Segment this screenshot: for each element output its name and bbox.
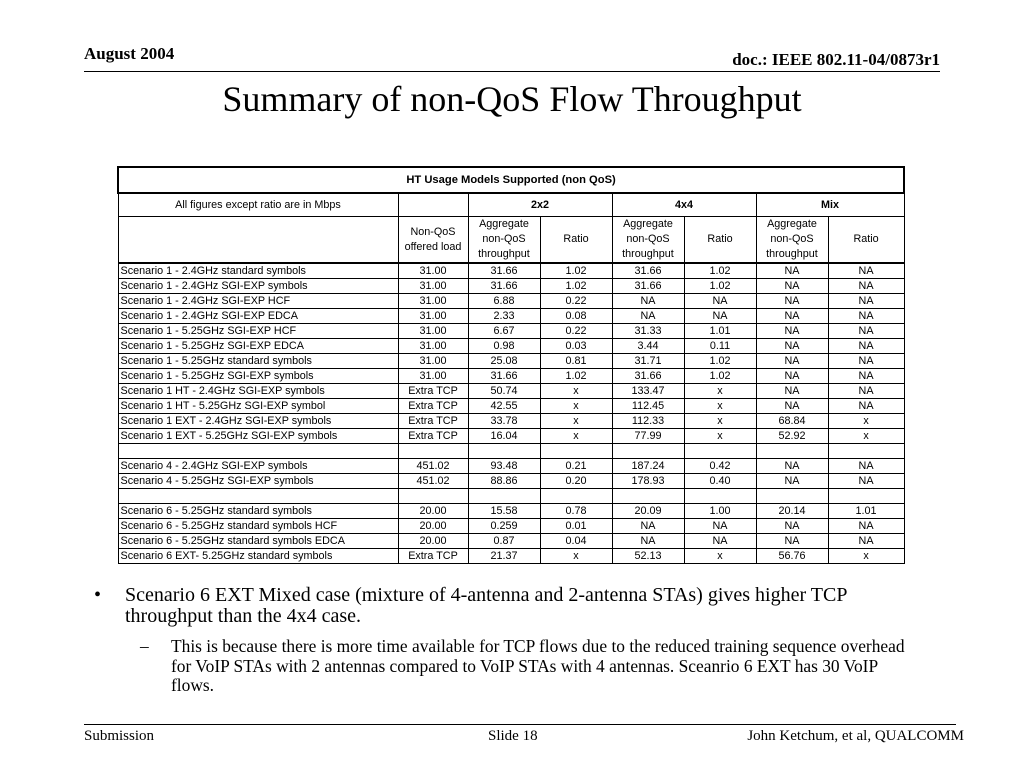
cell-ratio-2x2: 0.01 [540,519,612,534]
cell-offered-load: Extra TCP [398,549,468,564]
table-row [118,263,904,279]
subheader-ratio-4x4: Ratio [684,217,756,264]
table-row [118,294,904,309]
cell-ratio-4x4: NA [684,519,756,534]
group-header-mix: Mix [756,193,904,217]
cell-offered-load: 451.02 [398,474,468,489]
cell-ratio-4x4: x [684,429,756,444]
cell-ratio-4x4: 1.00 [684,504,756,519]
cell-ratio-2x2: 0.22 [540,324,612,339]
cell-scenario: Scenario 1 - 2.4GHz SGI-EXP EDCA [118,309,398,324]
cell-ratio-mix: x [828,549,904,564]
cell-scenario: Scenario 1 - 5.25GHz SGI-EXP HCF [118,324,398,339]
cell-ratio-4x4: 1.02 [684,354,756,369]
table-row [118,519,904,534]
cell-ratio-2x2: x [540,414,612,429]
cell-agg-4x4: 52.13 [612,549,684,564]
cell-offered-load: Extra TCP [398,399,468,414]
table-row [118,489,904,504]
cell-scenario [118,444,398,459]
cell-ratio-4x4: 1.01 [684,324,756,339]
cell-agg-2x2: 21.37 [468,549,540,564]
cell-scenario: Scenario 1 - 2.4GHz standard symbols [118,263,398,279]
cell-offered-load: 31.00 [398,369,468,384]
cell-ratio-4x4 [684,489,756,504]
cell-offered-load: 31.00 [398,309,468,324]
cell-offered-load: 31.00 [398,354,468,369]
cell-agg-2x2: 16.04 [468,429,540,444]
cell-ratio-mix: NA [828,519,904,534]
cell-ratio-2x2: 1.02 [540,263,612,279]
cell-agg-2x2: 88.86 [468,474,540,489]
cell-offered-load: 31.00 [398,263,468,279]
cell-agg-mix: 20.14 [756,504,828,519]
cell-offered-load: 31.00 [398,279,468,294]
cell-agg-4x4 [612,489,684,504]
footer-author: John Ketchum, et al, QUALCOMM [747,728,964,744]
cell-ratio-2x2: 1.02 [540,369,612,384]
cell-agg-4x4: NA [612,519,684,534]
table-row [118,459,904,474]
cell-agg-4x4: 3.44 [612,339,684,354]
cell-offered-load: 31.00 [398,339,468,354]
cell-agg-4x4: 31.33 [612,324,684,339]
cell-ratio-4x4 [684,444,756,459]
cell-ratio-mix: NA [828,339,904,354]
table-row [118,384,904,399]
cell-ratio-2x2: 0.81 [540,354,612,369]
table-row [118,354,904,369]
cell-agg-4x4: 133.47 [612,384,684,399]
cell-ratio-2x2: 0.21 [540,459,612,474]
cell-ratio-2x2: 0.78 [540,504,612,519]
cell-scenario: Scenario 6 - 5.25GHz standard symbols EDCA [118,534,398,549]
cell-scenario: Scenario 1 - 5.25GHz SGI-EXP EDCA [118,339,398,354]
bullet-main [94,585,924,627]
cell-ratio-mix: NA [828,384,904,399]
cell-scenario: Scenario 4 - 2.4GHz SGI-EXP symbols [118,459,398,474]
cell-ratio-2x2: x [540,549,612,564]
cell-agg-2x2: 0.259 [468,519,540,534]
cell-scenario: Scenario 1 - 2.4GHz SGI-EXP HCF [118,294,398,309]
cell-agg-2x2: 0.98 [468,339,540,354]
subheader-blank [118,217,398,264]
footer-slide-number: Slide 18 [488,728,538,744]
bullet-dot-icon: • [94,584,102,606]
table-row [118,534,904,549]
slide-title: Summary of non-QoS Flow Throughput [222,79,802,119]
cell-agg-2x2: 6.67 [468,324,540,339]
cell-ratio-mix [828,489,904,504]
subheader-aggregate-mix: Aggregate non-QoS throughput [756,217,828,264]
cell-ratio-mix: NA [828,399,904,414]
cell-ratio-4x4: NA [684,294,756,309]
cell-offered-load: 31.00 [398,324,468,339]
cell-agg-2x2: 31.66 [468,263,540,279]
cell-agg-4x4: 31.71 [612,354,684,369]
cell-ratio-2x2: x [540,429,612,444]
cell-ratio-mix: NA [828,354,904,369]
cell-agg-2x2: 93.48 [468,459,540,474]
bullet-list [94,585,924,696]
cell-scenario: Scenario 1 HT - 5.25GHz SGI-EXP symbol [118,399,398,414]
cell-ratio-4x4: 1.02 [684,279,756,294]
cell-agg-4x4: 20.09 [612,504,684,519]
cell-ratio-2x2: 0.08 [540,309,612,324]
table-row [118,474,904,489]
cell-agg-4x4: NA [612,309,684,324]
cell-agg-4x4: 112.45 [612,399,684,414]
cell-agg-mix: NA [756,384,828,399]
cell-agg-mix: NA [756,339,828,354]
cell-ratio-mix: NA [828,459,904,474]
cell-ratio-4x4: 0.40 [684,474,756,489]
table-row [118,399,904,414]
cell-ratio-2x2: 0.03 [540,339,612,354]
table-row [118,504,904,519]
cell-ratio-4x4: NA [684,534,756,549]
cell-agg-mix: 68.84 [756,414,828,429]
table-row [118,444,904,459]
cell-agg-mix: NA [756,263,828,279]
cell-offered-load: 31.00 [398,294,468,309]
cell-offered-load: 451.02 [398,459,468,474]
cell-agg-4x4 [612,444,684,459]
cell-scenario: Scenario 1 HT - 2.4GHz SGI-EXP symbols [118,384,398,399]
cell-ratio-mix: 1.01 [828,504,904,519]
subheader-ratio-2x2: Ratio [540,217,612,264]
cell-offered-load [398,444,468,459]
cell-agg-4x4: 31.66 [612,263,684,279]
cell-agg-4x4: NA [612,294,684,309]
subheader-ratio-mix: Ratio [828,217,904,264]
cell-ratio-2x2: 0.04 [540,534,612,549]
header-doc-id: doc.: IEEE 802.11-04/0873r1 [732,50,940,69]
cell-ratio-mix: NA [828,369,904,384]
cell-ratio-4x4: x [684,399,756,414]
cell-ratio-mix: NA [828,534,904,549]
cell-scenario: Scenario 1 - 2.4GHz SGI-EXP symbols [118,279,398,294]
throughput-table [117,166,905,564]
cell-ratio-4x4: x [684,549,756,564]
cell-agg-mix: NA [756,399,828,414]
cell-scenario: Scenario 6 - 5.25GHz standard symbols HCF [118,519,398,534]
cell-agg-mix: NA [756,369,828,384]
bullet-main-text: Scenario 6 EXT Mixed case (mixture of 4-antenna and 2-antenna STAs) gives higher TCP throughput than the 4x4 case. [125,584,847,627]
cell-agg-mix [756,489,828,504]
table-title: HT Usage Models Supported (non QoS) [118,167,904,193]
cell-agg-mix: 52.92 [756,429,828,444]
cell-ratio-4x4: x [684,414,756,429]
table-row [118,414,904,429]
bullet-sub-text: This is because there is more time available for TCP flows due to the reduced training sequence overhead for VoIP STAs with 2 antennas compared to VoIP STAs with 4 antennas. Sceanrio 6 EXT has 30 VoIP flows. [171,636,905,695]
table-row [118,279,904,294]
table-row [118,324,904,339]
cell-agg-mix: NA [756,474,828,489]
cell-ratio-mix: x [828,414,904,429]
table-row [118,339,904,354]
cell-ratio-2x2: 1.02 [540,279,612,294]
cell-agg-2x2: 6.88 [468,294,540,309]
cell-agg-4x4: 31.66 [612,369,684,384]
cell-ratio-mix: NA [828,294,904,309]
table-row [118,549,904,564]
table-row [118,369,904,384]
cell-scenario [118,489,398,504]
cell-scenario: Scenario 1 EXT - 5.25GHz SGI-EXP symbols [118,429,398,444]
cell-agg-2x2: 2.33 [468,309,540,324]
cell-agg-4x4: NA [612,534,684,549]
cell-agg-2x2: 42.55 [468,399,540,414]
cell-scenario: Scenario 6 - 5.25GHz standard symbols [118,504,398,519]
cell-agg-2x2 [468,444,540,459]
cell-offered-load: 20.00 [398,504,468,519]
subheader-aggregate-4x4: Aggregate non-QoS throughput [612,217,684,264]
cell-scenario: Scenario 1 - 5.25GHz standard symbols [118,354,398,369]
cell-agg-mix: 56.76 [756,549,828,564]
cell-ratio-mix: NA [828,263,904,279]
cell-ratio-4x4: NA [684,309,756,324]
cell-ratio-2x2: 0.20 [540,474,612,489]
cell-ratio-4x4: 1.02 [684,369,756,384]
cell-agg-2x2: 0.87 [468,534,540,549]
header-date: August 2004 [84,44,175,63]
cell-agg-mix: NA [756,294,828,309]
subheader-offered-load: Non-QoS offered load [398,217,468,264]
cell-ratio-mix: NA [828,474,904,489]
cell-ratio-4x4: 0.42 [684,459,756,474]
table-row [118,309,904,324]
cell-ratio-2x2: 0.22 [540,294,612,309]
cell-ratio-4x4: x [684,384,756,399]
group-header-2x2: 2x2 [468,193,612,217]
cell-agg-4x4: 77.99 [612,429,684,444]
cell-ratio-4x4: 0.11 [684,339,756,354]
cell-scenario: Scenario 6 EXT- 5.25GHz standard symbols [118,549,398,564]
cell-agg-2x2 [468,489,540,504]
cell-agg-4x4: 178.93 [612,474,684,489]
cell-agg-mix: NA [756,459,828,474]
cell-agg-4x4: 112.33 [612,414,684,429]
bullet-dash-icon: – [140,636,149,656]
cell-agg-mix [756,444,828,459]
cell-offered-load: 20.00 [398,519,468,534]
cell-scenario: Scenario 1 EXT - 2.4GHz SGI-EXP symbols [118,414,398,429]
cell-offered-load [398,489,468,504]
group-header-4x4: 4x4 [612,193,756,217]
cell-ratio-mix [828,444,904,459]
table-body [118,263,904,564]
cell-offered-load: 20.00 [398,534,468,549]
table-note: All figures except ratio are in Mbps [118,193,398,217]
cell-agg-mix: NA [756,279,828,294]
cell-ratio-2x2 [540,489,612,504]
table-row [118,429,904,444]
header-divider [84,71,940,72]
cell-agg-mix: NA [756,519,828,534]
cell-ratio-2x2 [540,444,612,459]
footer-divider [84,724,956,725]
cell-agg-mix: NA [756,309,828,324]
cell-scenario: Scenario 1 - 5.25GHz SGI-EXP symbols [118,369,398,384]
bullet-sub [140,637,924,696]
cell-offered-load: Extra TCP [398,384,468,399]
cell-ratio-mix: NA [828,324,904,339]
cell-agg-2x2: 15.58 [468,504,540,519]
cell-agg-2x2: 31.66 [468,279,540,294]
cell-agg-2x2: 25.08 [468,354,540,369]
footer-submission: Submission [84,728,155,744]
cell-agg-2x2: 50.74 [468,384,540,399]
cell-agg-mix: NA [756,354,828,369]
group-header-blank [398,193,468,217]
cell-ratio-4x4: 1.02 [684,263,756,279]
cell-agg-2x2: 33.78 [468,414,540,429]
cell-ratio-2x2: x [540,384,612,399]
cell-ratio-mix: x [828,429,904,444]
cell-agg-mix: NA [756,324,828,339]
cell-offered-load: Extra TCP [398,429,468,444]
cell-agg-2x2: 31.66 [468,369,540,384]
cell-scenario: Scenario 4 - 5.25GHz SGI-EXP symbols [118,474,398,489]
cell-offered-load: Extra TCP [398,414,468,429]
subheader-aggregate-2x2: Aggregate non-QoS throughput [468,217,540,264]
cell-ratio-mix: NA [828,309,904,324]
cell-agg-4x4: 187.24 [612,459,684,474]
cell-ratio-mix: NA [828,279,904,294]
cell-agg-4x4: 31.66 [612,279,684,294]
cell-ratio-2x2: x [540,399,612,414]
cell-agg-mix: NA [756,534,828,549]
